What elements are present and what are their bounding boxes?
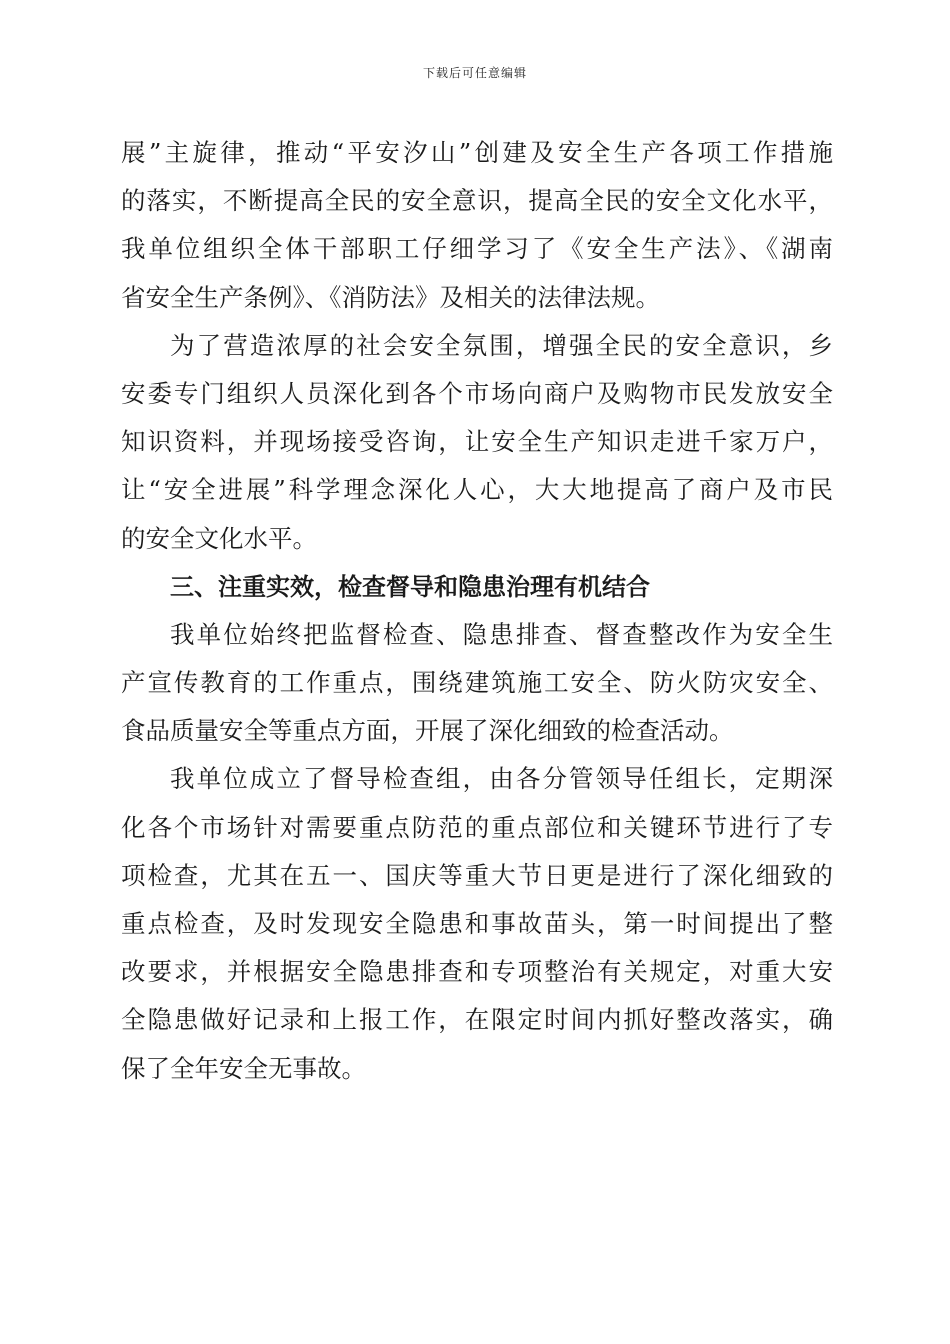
text-line: 项检查，尤其在五一、国庆等重大节日更是进行了深化细致的	[121, 860, 833, 890]
text-line: 产宣传教育的工作重点，围绕建筑施工安全、防火防灾安全、	[121, 668, 833, 698]
text-line: 重点检查，及时发现安全隐患和事故苗头，第一时间提出了整	[121, 909, 833, 938]
text-line: 食品质量安全等重点方面，开展了深化细致的检查活动。	[121, 716, 734, 746]
text-line: 我单位始终把监督检查、隐患排查、督查整改作为安全生	[170, 619, 833, 649]
text-line: 改要求，并根据安全隐患排查和专项整治有关规定，对重大安	[121, 957, 833, 987]
section-heading: 三、注重实效，检查督导和隐患治理有机结合	[170, 572, 650, 601]
text-line: 的安全文化水平。	[121, 523, 317, 553]
text-line: 为了营造浓厚的社会安全氛围，增强全民的安全意识，乡	[170, 330, 833, 360]
text-line: 省安全生产条例》、《消防法》及相关的法律法规。	[121, 282, 660, 312]
text-line: 的落实，不断提高全民的安全意识，提高全民的安全文化水平，	[121, 186, 833, 216]
text-line: 全隐患做好记录和上报工作，在限定时间内抓好整改落实，确	[121, 1005, 833, 1035]
text-line: 我单位成立了督导检查组，由各分管领导任组长，定期深	[170, 764, 833, 794]
text-line: 让“安全进展”科学理念深化人心，大大地提高了商户及市民	[121, 475, 833, 505]
document-body	[121, 129, 833, 1093]
text-line: 安委专门组织人员深化到各个市场向商户及购物市民发放安全	[121, 378, 833, 408]
text-line: 知识资料，并现场接受咨询，让安全生产知识走进千家万户，	[121, 427, 833, 457]
text-line: 我单位组织全体干部职工仔细学习了《安全生产法》、《湖南	[121, 234, 833, 264]
page-header-note: 下载后可任意编辑	[422, 66, 527, 80]
text-line: 化各个市场针对需要重点防范的重点部位和关键环节进行了专	[121, 812, 833, 842]
text-line: 展”主旋律，推动“平安汐山”创建及安全生产各项工作措施	[121, 138, 833, 167]
text-line: 保了全年安全无事故。	[121, 1053, 366, 1083]
